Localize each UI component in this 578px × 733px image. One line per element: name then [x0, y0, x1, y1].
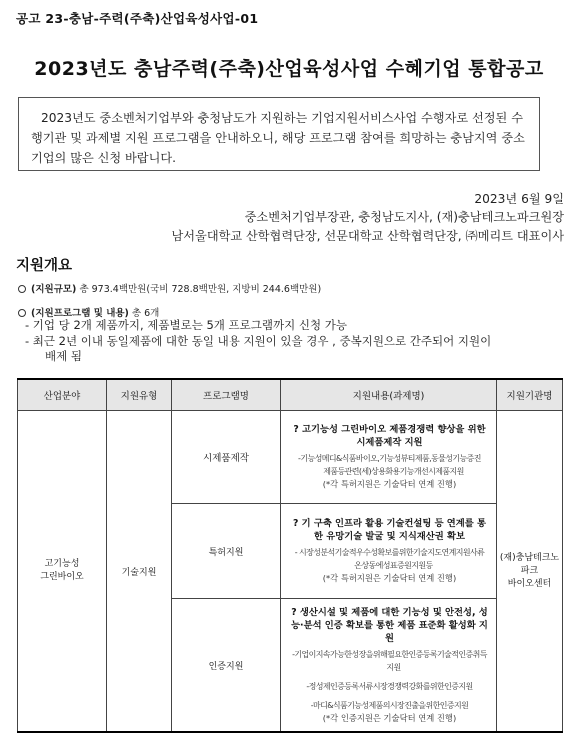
note-line-1: - 기업 당 2개 제품까지, 제품별로는 5개 프로그램까지 신청 가능 [25, 318, 347, 332]
intro-text: 2023년도 중소벤처기업부와 충청남도가 지원하는 기업지원서비스사업 수행자로 선정된 수행기관 및 과제별 지원 프로그램을 안내하오니, 해당 프로그램 참여를 희망하는 충남지역 중소기업의 많은 신청 바랍니다. [31, 111, 525, 165]
cell-agency: (재)충남테크노파크 바이오센터 [497, 411, 563, 733]
circle-bullet-icon [18, 309, 26, 317]
content-heading: ? 고기능성 그린바이오 제품경쟁력 향상을 위한 시제품제작 지원 [293, 424, 486, 448]
signatory-line-1: 중소벤처기업부장관, 충청남도지사, (재)충남테크노파크원장 [244, 210, 564, 224]
content-heading: ? 생산시설 및 제품에 대한 기능성 및 안전성, 성능·분석 인증 확보를 통한 제품 표준화 활성화 지원 [291, 606, 488, 644]
circle-bullet-icon [18, 285, 26, 293]
content-line: 지원 [386, 662, 401, 672]
note-line-2-text: - 최근 2년 이내 동일제품에 대한 동일 내용 지원이 있을 경우 , 중복지원으로 간주되어 지원이 [25, 334, 492, 348]
cell-support-type: 기술지원 [107, 411, 172, 733]
content-line: -기업이지속가능한성장을위해필요한인증등록기술적인증취득 [292, 649, 487, 659]
cell-content-3 [281, 599, 497, 733]
header-program: 프로그램명 [172, 379, 281, 411]
announcement-date: 2023년 6월 9일 [474, 192, 564, 206]
cell-program-1: 시제품제작 [172, 411, 281, 504]
header-support-type: 지원유형 [107, 379, 172, 411]
page-title: 2023년도 충남주력(주축)산업육성사업 수혜기업 통합공고 [34, 58, 544, 80]
intro-box [18, 97, 540, 171]
signatory-line-2: 남서울대학교 산학협력단장, 선문대학교 산학협력단장, ㈜메리트 대표이사 [171, 229, 564, 243]
notice-number: 공고 23-충남-주력(주축)산업육성사업-01 [16, 11, 259, 26]
section-title: 지원개요 [16, 258, 73, 274]
cell-content-2 [281, 504, 497, 599]
cell-program-3: 인증지원 [172, 599, 281, 733]
budget-text: 총 973.4백만원(국비 728.8백만원, 지방비 244.6백만원) [79, 284, 322, 295]
header-industry: 산업분야 [18, 379, 107, 411]
header-content: 지원내용(과제명) [281, 379, 497, 411]
content-line: 온상동에성표증원지원등 [354, 561, 433, 570]
note-line-3: 배제 됨 [45, 349, 82, 363]
budget-label: (지원규모) [31, 284, 77, 295]
content-note: (*각 특허지원은 기술닥터 연계 진행) [322, 479, 457, 489]
program-table [17, 378, 563, 733]
content-line: 제품등관련(세)상용화용기능개선시제품지원 [323, 467, 464, 476]
note-line-2 [25, 334, 491, 364]
cell-industry: 고기능성 그린바이오 [18, 411, 107, 733]
program-bullet [18, 305, 159, 319]
content-line: - 시장성분석기술적우수성확보를위한기술지도연계지원사류 [294, 548, 485, 557]
program-label: (지원프로그램 및 내용) [31, 308, 129, 319]
budget-bullet [18, 281, 321, 295]
content-note: (*각 특허지원은 기술닥터 연계 진행) [322, 573, 457, 583]
content-line: -정성제인증등록서류시장경쟁력강화를위한인증지원 [306, 681, 473, 691]
content-line: -마디&식품기능성제품의시장진출을위한인증지원 [310, 700, 469, 710]
content-note: (*각 인증지원은 기술닥터 연계 진행) [322, 712, 457, 723]
header-agency: 지원기관명 [497, 379, 563, 411]
cell-content-1 [281, 411, 497, 504]
content-line: -기능성메디&식품바이오,기능성뷰티제품,동물성기능증진 [298, 454, 481, 463]
cell-program-2: 특허지원 [172, 504, 281, 599]
program-text: 총 6개 [131, 308, 160, 319]
content-heading: ? 기 구축 인프라 활용 기술컨설팅 등 연계를 통한 유망기술 발굴 및 지식재산권 확보 [293, 518, 486, 542]
